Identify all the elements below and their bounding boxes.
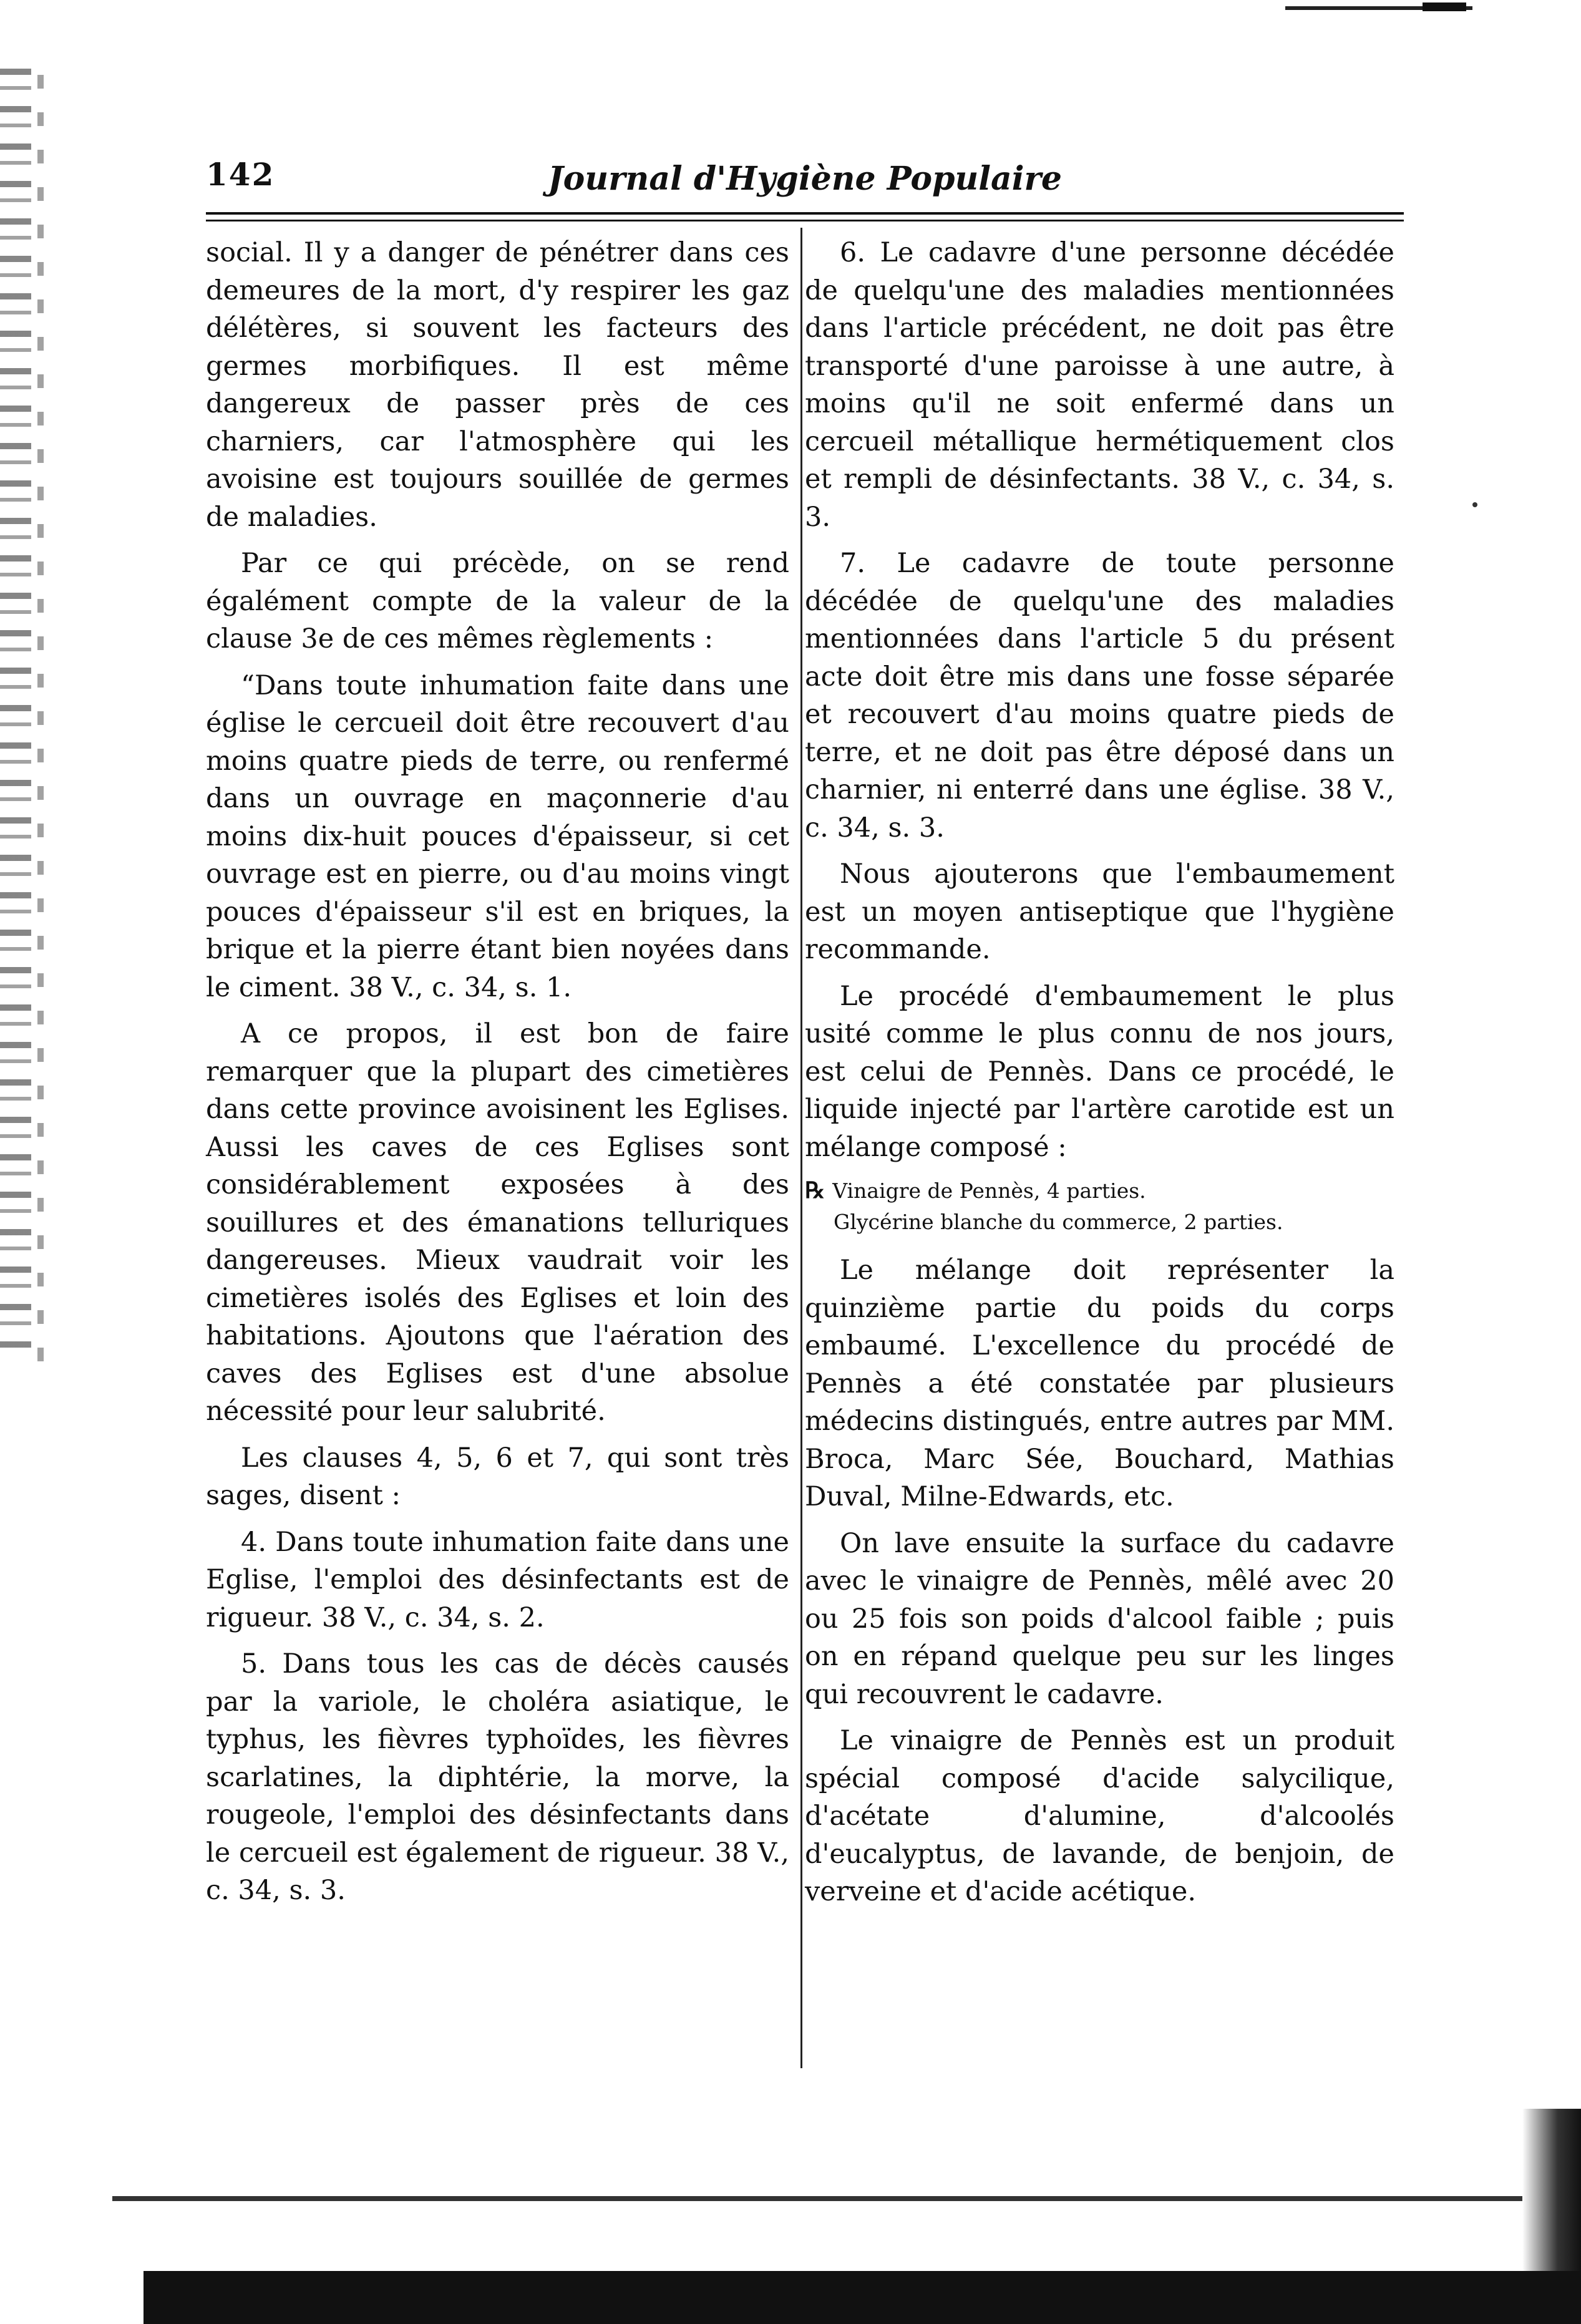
left-column [206,234,789,1918]
recipe-line-2: Glycérine blanche du commerce, 2 parties. [834,1210,1283,1234]
paragraph: Le mélange doit représenter la quinzième partie du poids du corps embaumé. L'excellence du procédé de Pennès a été constatée par plusieurs médecins distingués, entre autres par MM. Broca, Marc Sée, Bouchard, Mathias Duval, Milne-Edwards, etc. [805,1255,1394,1512]
paragraph: Le vinaigre de Pennès est un produit spécial composé d'acide salycilique, d'acétate d'alumine, d'alcoolés d'eucalyptus, de lavande, de benjoin, de verveine et d'acide acétique. [805,1725,1394,1907]
header-rule-secondary [206,220,1404,221]
scan-artifact-top-mark [1423,2,1466,11]
column-divider [800,228,802,2068]
header-rule [206,212,1404,215]
recipe-symbol: ℞ [805,1177,825,1203]
recipe-ingredient-1: Vinaigre de Pennès, 4 parties. [832,1179,1146,1203]
scan-speck [1472,502,1477,507]
scan-artifact-left-edge [0,69,31,1348]
paragraph: On lave ensuite la surface du cadavre avec le vinaigre de Pennès, mêlé avec 20 ou 25 fois son poids d'alcool faible ; puis on en répand quelque peu sur les linges qui recouvrent le cadavre. [805,1527,1394,1710]
paragraph: Nous ajouterons que l'embaumement est un moyen antiseptique que l'hygiène recommande. [805,858,1394,965]
recipe-line-1 [805,1175,1394,1207]
paragraph: Les clauses 4, 5, 6 et 7, qui sont très sages, disent : [206,1442,789,1511]
scan-artifact-bottom-line [112,2196,1581,2201]
clause-5: 5. Dans tous les cas de décès causés par la variole, le choléra asiatique, le typhus, les fièvres typhoïdes, les fièvres scarlatines, la diphtérie, la morve, la rougeole, l'emploi des désinfectants dans le cercueil est également de rigueur. 38 V., c. 34, s. 3. [206,1648,789,1906]
clause-6: 6. Le cadavre d'une personne décédée de quelqu'une des maladies mentionnées dans l'article précédent, ne doit pas être transporté d'une paroisse à une autre, à moins qu'il ne soit enfermé dans un cercueil métallique hermétiquement clos et rempli de désinfectants. 38 V., c. 34, s. 3. [805,237,1394,533]
clause-7: 7. Le cadavre de toute personne décédée de quelqu'une des maladies mentionnées dans l'article 5 du présent acte doit être mis dans une fosse séparée et recouvert d'au moins quatre pieds de terre, et ne doit pas être déposé dans un charnier, ni enterré dans une église. 38 V., c. 34, s. 3. [805,548,1394,844]
quoted-clause: “Dans toute inhumation faite dans une église le cercueil doit être recouvert d'au moins quatre pieds de terre, ou renfermé dans un ouvrage en maçonnerie d'au moins dix-huit pouces d'épaisseur, si cet ouvrage est en pierre, ou d'au moins vingt pouces d'épaisseur s'il est en briques, la brique et la pierre étant bien noyées dans le ciment. 38 V., c. 34, s. 1. [206,669,789,1003]
scan-artifact-bottom-bar [144,2271,1581,2324]
running-title: Journal d'Hygiène Populaire [548,160,1062,198]
scan-artifact-left-edge-inner [37,75,44,1385]
page-header [206,156,1404,206]
paragraph: Le procédé d'embaumement le plus usité comme le plus connu de nos jours, est celui de Pennès. Dans ce procédé, le liquide injecté par l'artère carotide est un mélange composé : [805,980,1394,1163]
paragraph: A ce propos, il est bon de faire remarquer que la plupart des cimetières dans cette province avoisinent les Eglises. Aussi les caves de ces Eglises sont considérablement exposées à des souillures et des émanations telluriques dangereuses. Mieux vaudrait voir les cimetières isolés des Eglises et loin des habitations. Ajoutons que l'aération des caves des Eglises est d'une absolue nécessité pour leur salubrité. [206,1018,789,1427]
paragraph: Par ce qui précède, on se rend égalément compte de la valeur de la clause 3e de ces mêmes règlements : [206,548,789,654]
page-number: 142 [206,156,275,193]
scan-artifact-bottom-right [1522,2109,1581,2271]
clause-4: 4. Dans toute inhumation faite dans une Eglise, l'emploi des désinfectants est de rigueur. 38 V., c. 34, s. 2. [206,1526,789,1633]
right-column [805,234,1394,1920]
paragraph: social. Il y a danger de pénétrer dans ces demeures de la mort, d'y respirer les gaz délétères, si souvent les facteurs des germes morbifiques. Il est même dangereux de passer près de ces charniers, car l'atmosphère qui les avoisine est toujours souillée de germes de maladies. [206,237,789,533]
